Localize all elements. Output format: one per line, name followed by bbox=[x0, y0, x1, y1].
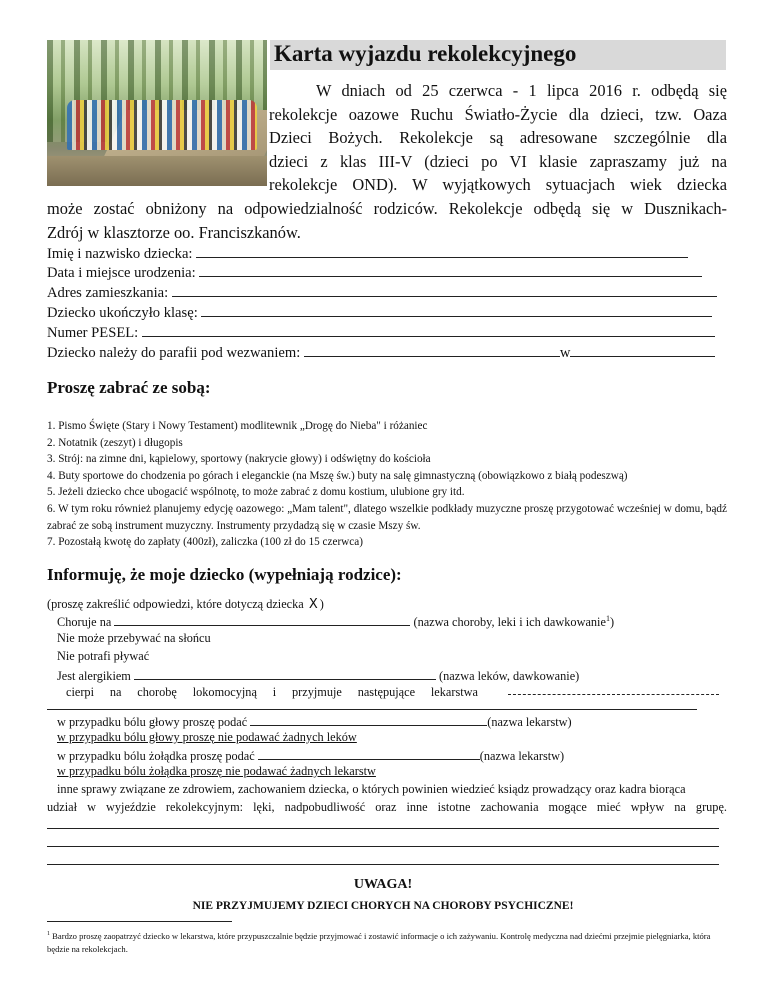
footnote-mark: 1 bbox=[47, 931, 50, 937]
note-close: ) bbox=[319, 597, 324, 611]
sun-option[interactable]: Nie może przebywać na słońcu bbox=[57, 631, 211, 645]
list-item: 2. Notatnik (zeszyt) i długopis bbox=[47, 436, 183, 449]
footnote-ref: 1 bbox=[605, 613, 610, 623]
field-address bbox=[47, 282, 717, 302]
field-parish bbox=[47, 342, 715, 362]
illness-hint: (nazwa choroby, leki i ich dawkowanie bbox=[413, 615, 606, 629]
illness-close: ) bbox=[609, 615, 615, 629]
motion-word: lokomocyjną bbox=[192, 685, 257, 699]
birth-line[interactable] bbox=[199, 262, 702, 277]
motion-word: na bbox=[109, 685, 122, 699]
illness-label: Choruje na bbox=[57, 615, 112, 629]
motion-word: i bbox=[272, 685, 277, 699]
meds-hint: (nazwa lekarstw) bbox=[487, 715, 572, 729]
head-no-meds-option[interactable]: w przypadku bólu głowy proszę nie podawać żadnych leków bbox=[57, 730, 357, 744]
motion-continuation-line[interactable] bbox=[47, 709, 697, 710]
head-pain-label: w przypadku bólu głowy proszę podać bbox=[57, 715, 248, 729]
inform-note bbox=[47, 597, 324, 612]
allergy-label: Jest alergikiem bbox=[57, 669, 131, 683]
footnote bbox=[47, 928, 727, 956]
stomach-pain-label: w przypadku bólu żołądka proszę podać bbox=[57, 749, 255, 763]
other-issues-line-1: inne sprawy związane ze zdrowiem, zachowaniem dziecka, o których powinien wiedzieć ksiądz prowadzący oraz kadra biorąca bbox=[57, 782, 686, 796]
motion-dash-line[interactable] bbox=[508, 694, 719, 695]
head-meds-line[interactable] bbox=[250, 713, 487, 726]
x-mark-icon: X bbox=[308, 597, 318, 612]
head-pain-row bbox=[57, 713, 572, 730]
intro-line: Dzieci Bożych. Rekolekcje są adresowane szczególnie dla bbox=[269, 128, 727, 148]
field-label: Data i miejsce urodzenia: bbox=[47, 265, 196, 281]
field-label: Imię i nazwisko dziecka: bbox=[47, 246, 193, 262]
swim-option[interactable]: Nie potrafi pływać bbox=[57, 649, 150, 663]
stomach-pain-row bbox=[57, 747, 564, 764]
footnote-text: Bardzo proszę zaopatrzyć dziecko w lekarstwa, które przypuszczalnie będzie przyjmować i zostawić informacje o ich zażywaniu. Kontrolę medyczna nad dziećmi przejmie pielęgniarka, która będzie na rekolekcjach. bbox=[47, 930, 711, 954]
meds-hint: (nazwa lekarstw) bbox=[479, 749, 565, 763]
illness-line[interactable] bbox=[114, 613, 410, 626]
allergy-hint: (nazwa leków, dawkowanie) bbox=[439, 669, 580, 683]
page-title: Karta wyjazdu rekolekcyjnego bbox=[274, 41, 577, 66]
motion-word: następujące bbox=[357, 685, 416, 699]
field-birth bbox=[47, 262, 702, 282]
field-label: Adres zamieszkania: bbox=[47, 285, 169, 301]
warning-title: UWAGA! bbox=[353, 877, 413, 892]
inform-heading: Informuję, że moje dziecko (wypełniają rodzice): bbox=[47, 565, 402, 584]
intro-line: rekolekcje OND). W wyjątkowych sytuacjach wiek dziecka bbox=[269, 175, 727, 195]
field-label: Dziecko należy do parafii pod wezwaniem: bbox=[47, 345, 301, 361]
intro-line: Zdrój w klasztorze oo. Franciszkanów. bbox=[47, 222, 301, 242]
parish-in-label: w bbox=[559, 345, 571, 361]
motion-word: przyjmuje bbox=[292, 685, 342, 699]
address-line[interactable] bbox=[172, 282, 717, 297]
list-item: 7. Pozostałą kwotę do zapłaty (400zł), zaliczka (100 zł do 15 czerwca) bbox=[47, 536, 363, 549]
note-text: (proszę zakreślić odpowiedzi, które dotyczą dziecka bbox=[47, 597, 304, 611]
list-item: 3. Strój: na zimne dni, kąpielowy, sportowy (nakrycie głowy) i odświętny do kościoła bbox=[47, 453, 431, 466]
intro-line: W dniach od 25 czerwca - 1 lipca 2016 r. odbędą się bbox=[316, 81, 727, 100]
other-issues-line-2: udział w wyjeździe rekolekcyjnym: lęki, nadpobudliwość oraz inne istotne zachowania mogące mieć wpływ na grupę. bbox=[47, 800, 727, 814]
field-child-name bbox=[47, 243, 688, 263]
allergy-line[interactable] bbox=[134, 667, 436, 680]
stomach-meds-line[interactable] bbox=[258, 747, 480, 760]
intro-line: może zostać obniżony na odpowiedzialność rodziców. Rekolekcje odbędą się w Dusznikach- bbox=[47, 198, 727, 218]
field-label: Numer PESEL: bbox=[47, 325, 139, 341]
intro-line: dzieci z klas III-V (dzieci po VI klasie zapraszamy już na bbox=[269, 151, 727, 171]
warning-text: NIE PRZYJMUJEMY DZIECI CHORYCH NA CHOROBY PSYCHICZNE! bbox=[192, 900, 574, 912]
motion-word: cierpi bbox=[66, 685, 94, 699]
intro-paragraph bbox=[47, 79, 727, 244]
notes-line[interactable] bbox=[47, 864, 719, 865]
stomach-no-meds-option[interactable]: w przypadku bólu żołądka proszę nie podawać żadnych lekarstw bbox=[57, 764, 376, 778]
illness-row bbox=[57, 613, 614, 630]
child-name-line[interactable] bbox=[196, 243, 688, 258]
notes-line[interactable] bbox=[47, 828, 719, 829]
motion-sickness-row[interactable] bbox=[66, 685, 478, 700]
list-item: 4. Buty sportowe do chodzenia po górach i eleganckie (na Mszę św.) buty na salę gimnastyczną (obowiązkowo z białą podeszwą) bbox=[47, 469, 628, 482]
parish-place-line[interactable] bbox=[570, 342, 715, 357]
field-class bbox=[47, 302, 712, 322]
footnote-separator bbox=[47, 921, 232, 922]
list-item: 6. W tym roku również planujemy edycję oazowego: „Mam talent", dlatego wszelkie podkłady muzyczne proszę przygotować wcześniej w domu, bądź zabrać ze sobą instrument muzyczny. Instrumenty przydadzą się w czasie Mszy św. bbox=[47, 502, 727, 532]
parish-line[interactable] bbox=[304, 342, 560, 357]
field-label: Dziecko ukończyło klasę: bbox=[47, 305, 198, 321]
class-line[interactable] bbox=[201, 302, 712, 317]
allergy-row bbox=[57, 667, 579, 684]
motion-word: chorobę bbox=[137, 685, 177, 699]
bring-list bbox=[47, 418, 727, 551]
list-item: 5. Jeżeli dziecko chce ubogacić wspólnotę, to może zabrać z domu kostium, ulubione gry itd. bbox=[47, 486, 465, 499]
notes-line[interactable] bbox=[47, 846, 719, 847]
motion-word: lekarstwa bbox=[430, 685, 478, 699]
field-pesel bbox=[47, 322, 715, 342]
pesel-line[interactable] bbox=[142, 322, 715, 337]
bring-heading: Proszę zabrać ze sobą: bbox=[47, 378, 211, 397]
intro-line: rekolekcje oazowe Ruchu Światło-Życie dla dzieci, tzw. Oaza bbox=[269, 104, 727, 124]
list-item: 1. Pismo Święte (Stary i Nowy Testament) modlitewnik „Drogę do Nieba" i różaniec bbox=[47, 420, 428, 432]
